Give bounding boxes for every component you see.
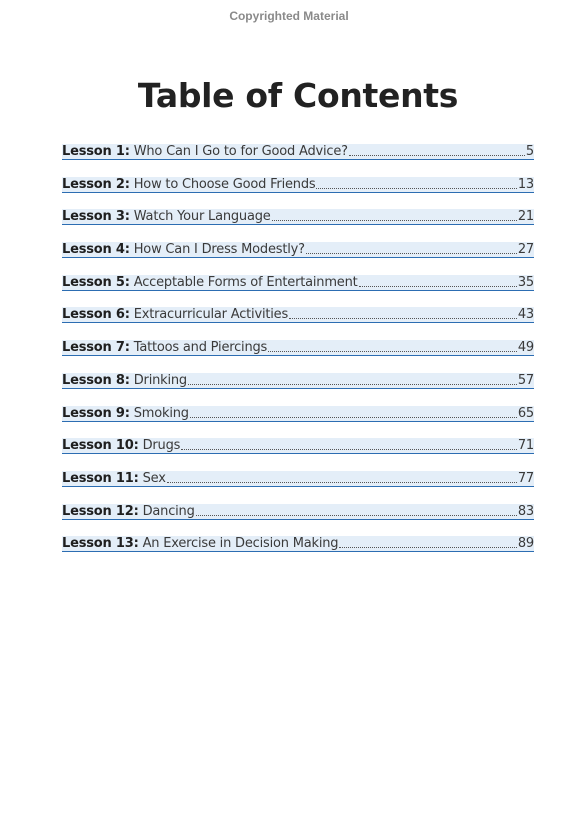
lesson-number: Lesson 13: [62, 536, 139, 552]
lesson-title: Who Can I Go to for Good Advice? [133, 144, 348, 159]
toc-entry-lesson-12[interactable] [62, 504, 534, 520]
lesson-number: Lesson 8: [62, 372, 130, 388]
toc-entry-lesson-3[interactable] [62, 209, 534, 225]
page-number: 89 [517, 536, 534, 552]
copyright-notice: Copyrighted Material [229, 9, 349, 23]
page-number: 43 [517, 307, 534, 323]
lesson-number: Lesson 4: [62, 242, 130, 258]
toc-entry-lesson-8[interactable] [62, 373, 534, 389]
page-number: 83 [517, 503, 534, 519]
lesson-title: Smoking [133, 405, 189, 421]
toc-entry-lesson-2[interactable] [62, 177, 534, 193]
lesson-number: Lesson 1: [62, 144, 130, 159]
dot-leader [339, 546, 516, 548]
lesson-title: Extracurricular Activities [133, 307, 289, 323]
table-of-contents [62, 144, 534, 569]
dot-leader [316, 187, 516, 189]
lesson-title: Acceptable Forms of Entertainment [133, 274, 358, 290]
toc-entry-lesson-6[interactable] [62, 307, 534, 323]
dot-leader [289, 317, 517, 319]
page-number: 13 [517, 176, 534, 192]
dot-leader [167, 481, 517, 483]
dot-leader [268, 350, 517, 352]
lesson-number: Lesson 2: [62, 176, 130, 192]
toc-entry-lesson-11[interactable] [62, 471, 534, 487]
dot-leader [196, 514, 517, 516]
page-number: 35 [517, 274, 534, 290]
lesson-number: Lesson 12: [62, 503, 139, 519]
dot-leader [272, 219, 517, 221]
toc-entry-lesson-7[interactable] [62, 340, 534, 356]
lesson-number: Lesson 5: [62, 274, 130, 290]
lesson-title: Watch Your Language [133, 209, 271, 225]
lesson-title: How Can I Dress Modestly? [133, 242, 305, 258]
dot-leader [190, 416, 517, 418]
page-number: 27 [517, 242, 534, 258]
lesson-title: An Exercise in Decision Making [142, 536, 339, 552]
dot-leader [188, 383, 517, 385]
dot-leader [181, 448, 517, 450]
page-number: 65 [517, 405, 534, 421]
page-number: 57 [517, 372, 534, 388]
page-number: 77 [517, 470, 534, 486]
lesson-title: Tattoos and Piercings [133, 340, 268, 356]
dot-leader [359, 285, 517, 287]
toc-entry-lesson-9[interactable] [62, 406, 534, 422]
page-number: 71 [517, 438, 534, 454]
page-number: 49 [517, 340, 534, 356]
lesson-number: Lesson 6: [62, 307, 130, 323]
lesson-title: Dancing [142, 503, 195, 519]
lesson-number: Lesson 10: [62, 438, 139, 454]
toc-entry-lesson-13[interactable] [62, 536, 534, 552]
toc-entry-lesson-5[interactable] [62, 275, 534, 291]
lesson-title: Drugs [142, 438, 181, 454]
lesson-title: How to Choose Good Friends [133, 176, 316, 192]
page-number: 5 [525, 144, 534, 159]
toc-entry-lesson-1[interactable] [62, 144, 534, 160]
lesson-number: Lesson 9: [62, 405, 130, 421]
lesson-number: Lesson 11: [62, 470, 139, 486]
toc-entry-lesson-4[interactable] [62, 242, 534, 258]
page-title: Table of Contents [137, 76, 459, 115]
page-number: 21 [517, 209, 534, 225]
lesson-title: Drinking [133, 372, 187, 388]
dot-leader [349, 154, 525, 156]
lesson-number: Lesson 3: [62, 209, 130, 225]
dot-leader [306, 252, 517, 254]
toc-entry-lesson-10[interactable] [62, 438, 534, 454]
lesson-title: Sex [142, 470, 166, 486]
lesson-number: Lesson 7: [62, 340, 130, 356]
